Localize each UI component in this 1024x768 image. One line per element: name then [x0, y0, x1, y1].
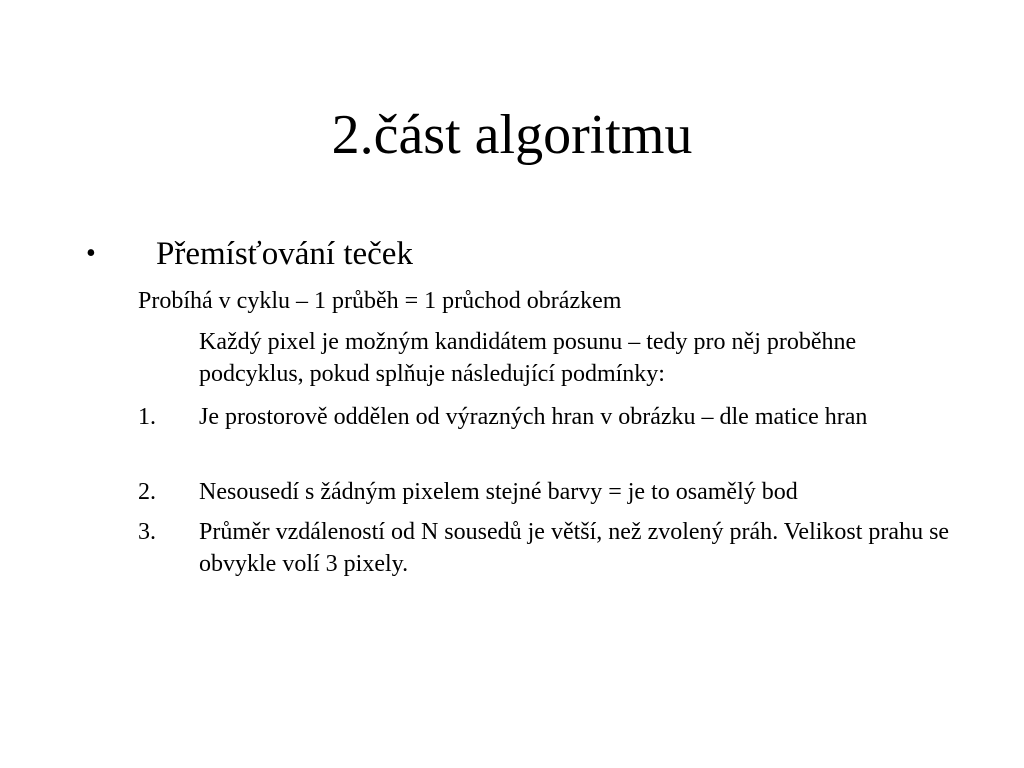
condition-number: 1.	[138, 404, 156, 430]
condition-number: 2.	[138, 479, 156, 505]
condition-item-3	[138, 516, 959, 580]
bullet-text: Přemísťování teček	[156, 236, 413, 272]
bullet-icon: •	[86, 238, 96, 269]
condition-text: Nesousedí s žádným pixelem stejné barvy = je to osamělý bod	[199, 479, 798, 505]
condition-item-1	[138, 401, 959, 433]
condition-number: 3.	[138, 519, 156, 545]
cycle-description: Probíhá v cyklu – 1 průběh = 1 průchod obrázkem	[138, 288, 622, 314]
condition-item-2	[138, 476, 959, 508]
condition-text: Je prostorově oddělen od výrazných hran v obrázku – dle matice hran	[199, 404, 868, 430]
bullet-row	[86, 232, 413, 276]
condition-text: Průměr vzdáleností od N sousedů je větší, než zvolený práh. Velikost prahu se obvykle volí 3 pixely.	[199, 519, 950, 577]
candidate-paragraph: Každý pixel je možným kandidátem posunu – tedy pro něj proběhne podcyklus, pokud splňuje následující podmínky:	[199, 329, 857, 387]
slide-title: 2.část algoritmu	[331, 104, 693, 166]
